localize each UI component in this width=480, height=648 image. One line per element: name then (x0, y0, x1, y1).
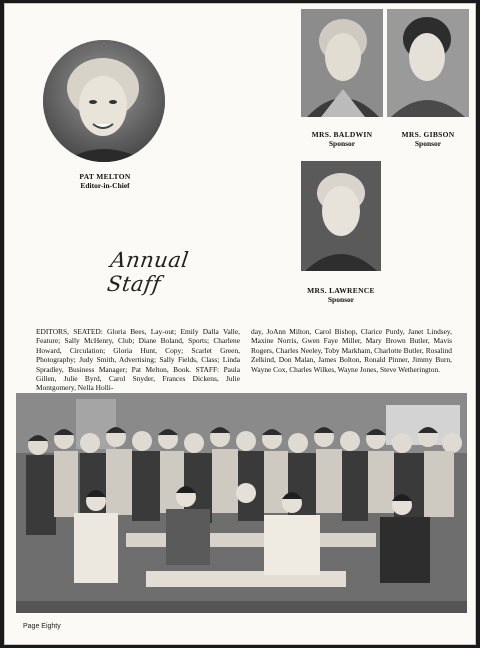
sponsor-caption-lawrence (297, 286, 385, 304)
sponsor-caption-gibson (387, 130, 469, 148)
yearbook-page (4, 3, 476, 645)
sponsor-name: MRS. GIBSON (401, 130, 455, 139)
sponsor-role: Sponsor (327, 295, 355, 304)
editor-name: PAT MELTON (79, 172, 131, 181)
staff-text-left: EDITORS, SEATED: Gloria Bees, Lay-out; Emily Dalla Valle, Feature; Sally McHenry, Club; Diane Boland, Sports; Charlene Howard, Circulation; Gloria Hunt, Copy; Scarlet Green, Photography; Judy Smith, Advertising; Sally Fields, Class; Linda Spradley, Business Manager; Pat Melton, Book. STAFF: Paula Gillen, Julie Byrd, Carol Snyder, Frances Dickens, Julie Montgomery, Nella Holli- (36, 327, 240, 393)
group-photo (16, 393, 467, 613)
sponsor-role: Sponsor (328, 139, 356, 148)
sponsor-name: MRS. LAWRENCE (307, 286, 375, 295)
staff-text-right: day, JoAnn Milton, Carol Bishop, Clarice Purdy, Janet Lindsey, Maxine Norris, Gwen Faye Miller, Mary Brown Butler, Mavis Rogers, Charles Neeley, Toby Markham, Charlotte Butler, Rosalind Zelkind, Don Malan, James Bolton, Ronald Pinner, Jimmy Burn, Wayne Cox, Charles Wilkes, Wayne Jones, Steve Wetherington. (251, 327, 452, 374)
editor-role: Editor-in-Chief (80, 181, 130, 190)
sponsor-name: MRS. BALDWIN (311, 130, 373, 139)
page-title: Annual Staff (105, 248, 191, 296)
sponsor-portrait-gibson (387, 9, 469, 117)
sponsor-caption-baldwin (301, 130, 383, 148)
sponsor-portrait-baldwin (301, 9, 383, 117)
page-number: Page Eighty (23, 623, 61, 630)
sponsor-role: Sponsor (414, 139, 442, 148)
editor-portrait (43, 40, 165, 162)
sponsor-portrait-lawrence (301, 161, 381, 271)
editor-caption (60, 172, 150, 190)
